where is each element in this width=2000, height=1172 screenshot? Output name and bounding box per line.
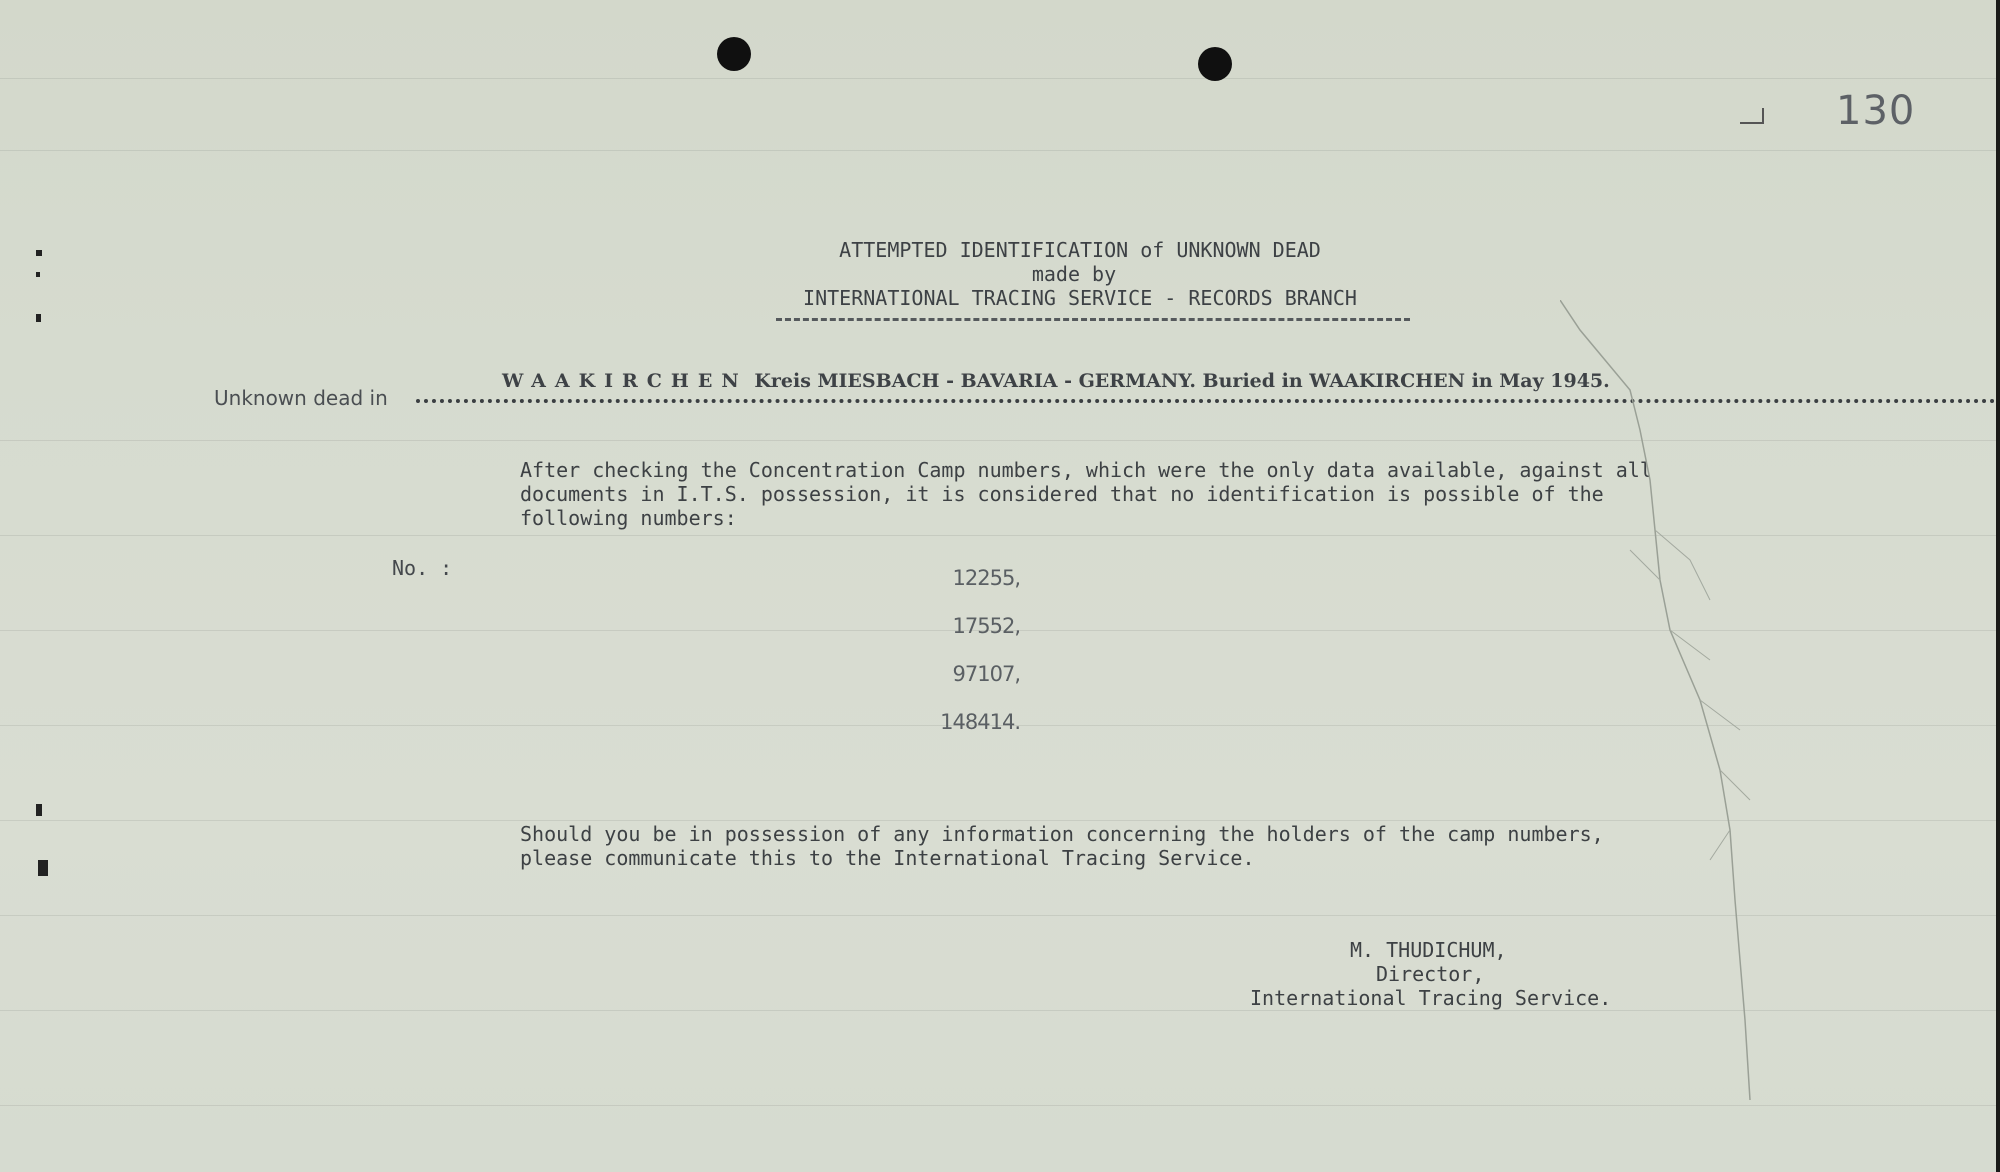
signatory-title: Director, [1376,962,1485,986]
header-line-1: ATTEMPTED IDENTIFICATION of UNKNOWN DEAD [839,238,1321,262]
camp-number: 148414. [940,710,1020,734]
edge-mark [38,860,48,876]
page-number: 130 [1836,88,1916,134]
edge-mark [36,250,42,256]
corner-mark [1740,108,1764,124]
header-line-2: made by [1031,262,1117,286]
paragraph-1-line-2: documents in I.T.S. possession, it is considered that no identification is possible of the [520,482,1604,506]
punch-hole [717,37,751,71]
camp-number: 12255, [952,566,1020,590]
signatory-name: M. THUDICHUM, [1350,938,1507,962]
signatory-organization: International Tracing Service. [1250,986,1612,1010]
header-line-3: INTERNATIONAL TRACING SERVICE - RECORDS BRANCH [803,286,1357,310]
paragraph-2-line-1: Should you be in possession of any information concerning the holders of the camp numbers, [520,822,1604,846]
header-underline [776,318,1410,321]
ruled-line [0,78,1996,79]
ruled-line [0,150,1996,151]
punch-hole [1198,47,1232,81]
unknown-dead-label: Unknown dead in [214,386,388,410]
paragraph-1-line-1: After checking the Concentration Camp numbers, which were the only data available, against all [520,458,1652,482]
paper-crack [1560,300,1760,1120]
paragraph-1-line-3: following numbers: [520,506,737,530]
burial-location [498,370,1614,392]
paragraph-2-line-2: please communicate this to the International Tracing Service. [520,846,1255,870]
place-details: Kreis MIESBACH - BAVARIA - GERMANY. Buried in WAAKIRCHEN in May 1945. [754,370,1610,392]
numbers-label: No. : [392,556,453,580]
edge-mark [36,272,40,277]
place-name: WAAKIRCHEN [502,370,748,392]
camp-number: 17552, [952,614,1020,638]
edge-mark [36,804,42,816]
edge-mark [36,314,41,322]
camp-number: 97107, [952,662,1020,686]
